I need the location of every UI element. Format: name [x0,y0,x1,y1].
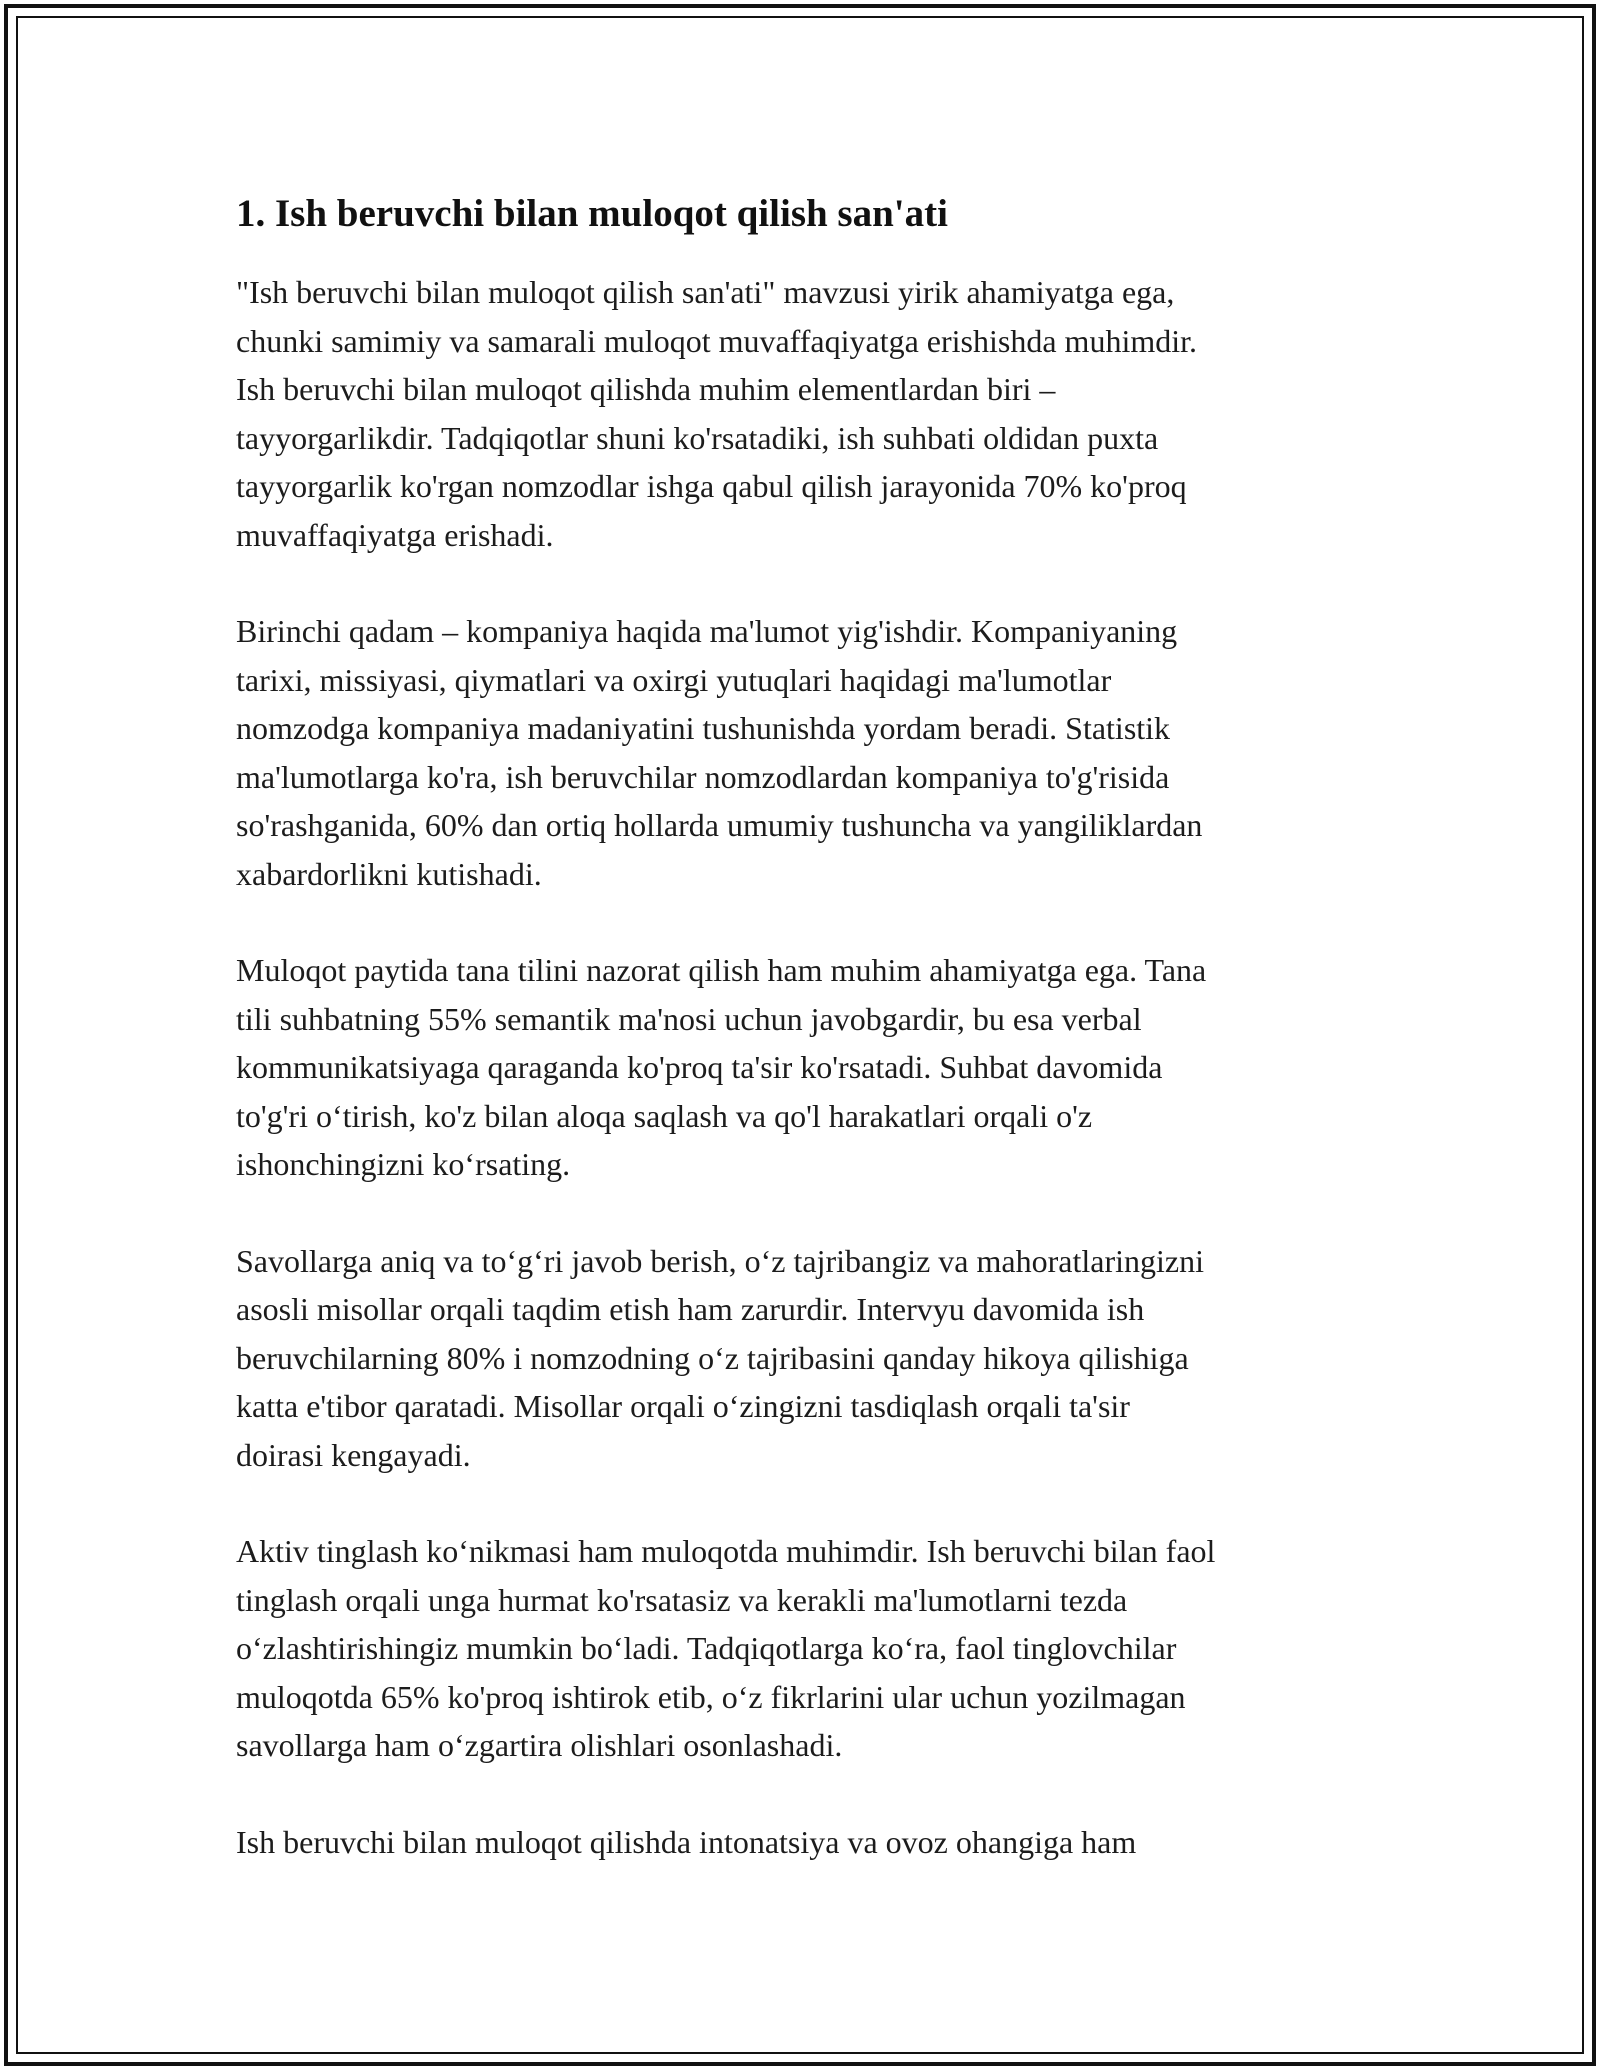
paragraph-line: asosli misollar orqali taqdim etish ham zarurdir. Intervyu davomida ish [236,1291,1145,1327]
paragraph-body-language [236,946,1366,1189]
paragraph-company-research [236,607,1366,898]
paragraph-line: Ish beruvchi bilan muloqot qilishda muhim elementlardan biri – [236,371,1056,407]
paragraph-line: Muloqot paytida tana tilini nazorat qilish ham muhim ahamiyatga ega. Tana [236,952,1207,988]
paragraph-line: o‘zlashtirishingiz mumkin bo‘ladi. Tadqiqotlarga ko‘ra, faol tinglovchilar [236,1630,1177,1666]
paragraph-line: so'rashganida, 60% dan ortiq hollarda umumiy tushuncha va yangiliklardan [236,807,1203,843]
paragraph-line: ma'lumotlarga ko'ra, ish beruvchilar nomzodlardan kompaniya to'g'risida [236,758,1170,795]
paragraph-line: kommunikatsiyaga qaraganda ko'proq ta'sir ko'rsatadi. Suhbat davomida [236,1049,1163,1085]
paragraph-preparation [236,268,1366,559]
paragraph-answers [236,1237,1366,1480]
paragraph-line: Savollarga aniq va to‘g‘ri javob berish, o‘z tajribangiz va mahoratlaringizni [236,1242,1204,1279]
paragraph-line: Birinchi qadam – kompaniya haqida ma'lumot yig'ishdir. Kompaniyaning [236,613,1178,649]
paragraph-line: chunki samimiy va samarali muloqot muvaffaqiyatga erishishda muhimdir. [236,322,1197,359]
paragraph-line: beruvchilarning 80% i nomzodning o‘z tajribasini qanday hikoya qilishiga [236,1339,1189,1376]
paragraph-active-listening [236,1527,1366,1770]
paragraph-line: katta e'tibor qaratadi. Misollar orqali o‘zingizni tasdiqlash orqali ta'sir [236,1388,1130,1424]
paragraph-line: tinglash orqali unga hurmat ko'rsatasiz va kerakli ma'lumotlarni tezda [236,1581,1128,1618]
paragraph-line: Aktiv tinglash ko‘nikmasi ham muloqotda muhimdir. Ish beruvchi bilan faol [236,1533,1216,1569]
paragraph-line: "Ish beruvchi bilan muloqot qilish san'ati" mavzusi yirik ahamiyatga ega, [236,274,1175,310]
paragraph-line: tayyorgarlikdir. Tadqiqotlar shuni ko'rsatadiki, ish suhbati oldidan puxta [236,419,1159,456]
paragraph-line: nomzodga kompaniya madaniyatini tushunishda yordam beradi. Statistik [236,710,1171,746]
paragraph-line: Ish beruvchi bilan muloqot qilishda intonatsiya va ovoz ohangiga ham [236,1823,1137,1860]
paragraph-line: xabardorlikni kutishadi. [236,855,542,892]
paragraph-line: muloqotda 65% ko'proq ishtirok etib, o‘z fikrlarini ular uchun yozilmagan [236,1678,1186,1715]
paragraph-line: savollarga ham o‘zgartira olishlari osonlashadi. [236,1727,843,1763]
paragraph-line: tayyorgarlik ko'rgan nomzodlar ishga qabul qilish jarayonida 70% ko'proq [236,468,1187,504]
paragraph-intonation [236,1818,1366,1867]
paragraph-line: muvaffaqiyatga erishadi. [236,516,554,553]
paragraph-line: ishonchingizni ko‘rsating. [236,1146,571,1182]
document-body [236,182,1366,1866]
paragraph-line: tili suhbatning 55% semantik ma'nosi uchun javobgardir, bu esa verbal [236,1000,1142,1037]
section-heading: 1. Ish beruvchi bilan muloqot qilish san'ati [236,192,948,235]
paragraph-line: tarixi, missiyasi, qiymatlari va oxirgi yutuqlari haqidagi ma'lumotlar [236,661,1112,698]
paragraph-line: doirasi kengayadi. [236,1436,471,1473]
paragraph-line: to'g'ri o‘tirish, ko'z bilan aloqa saqlash va qo'l harakatlari orqali o'z [236,1097,1093,1134]
